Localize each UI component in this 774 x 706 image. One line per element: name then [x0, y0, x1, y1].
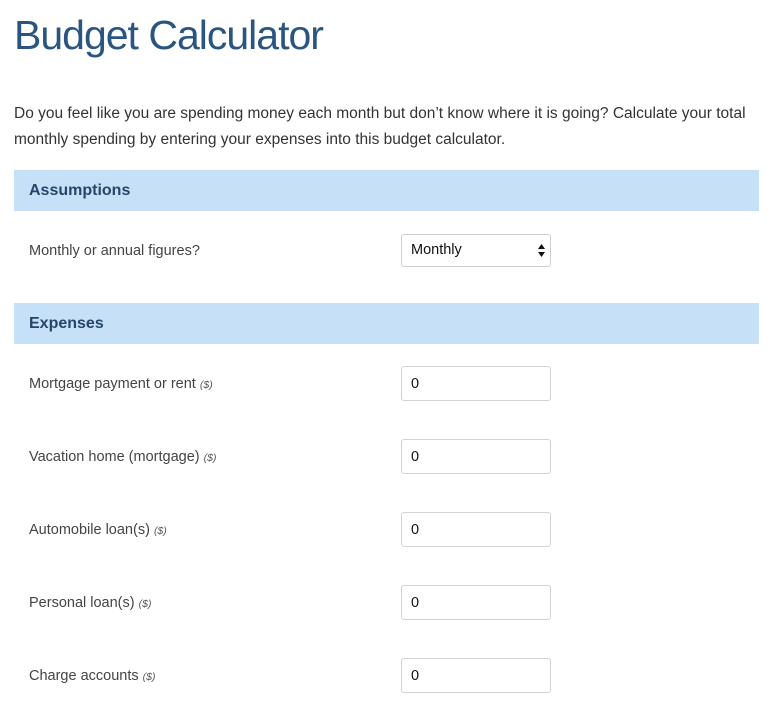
- section-header-expenses: [14, 303, 759, 344]
- expense-row-label: [29, 447, 216, 468]
- unit-label: ($): [142, 671, 156, 683]
- figures-label: [29, 241, 200, 261]
- expense-row-label: [29, 520, 167, 541]
- expense-label-text: Mortgage payment or rent: [29, 376, 196, 392]
- expense-label-text: Charge accounts: [29, 668, 139, 684]
- unit-label: ($): [203, 452, 217, 464]
- figures-select[interactable]: [401, 234, 551, 267]
- unit-label: ($): [138, 598, 152, 610]
- updown-arrows-icon: [537, 241, 546, 260]
- expense-row-label: [29, 666, 156, 687]
- unit-label: ($): [153, 525, 167, 537]
- section-title-assumptions: Assumptions: [29, 182, 131, 199]
- automobile-loan-input[interactable]: [401, 512, 551, 547]
- vacation-home-input[interactable]: [401, 439, 551, 474]
- expense-label-text: Vacation home (mortgage): [29, 449, 200, 465]
- section-header-assumptions: [14, 170, 759, 211]
- figures-label-text: Monthly or annual figures?: [29, 243, 200, 259]
- figures-select-value: Monthly: [411, 242, 462, 258]
- expense-label-text: Automobile loan(s): [29, 522, 150, 538]
- mortgage-rent-input[interactable]: [401, 366, 551, 401]
- page-title: Budget Calculator: [14, 12, 323, 58]
- intro-text: Do you feel like you are spending money each month but don’t know where it is going? Calculate your total monthly spending by entering your expenses into this budget calculator.: [14, 105, 746, 148]
- section-title-expenses: Expenses: [29, 315, 104, 332]
- charge-accounts-input[interactable]: [401, 658, 551, 693]
- expense-row-label: [29, 593, 151, 614]
- expense-label-text: Personal loan(s): [29, 595, 135, 611]
- unit-label: ($): [199, 379, 213, 391]
- expense-row-label: [29, 374, 213, 395]
- personal-loan-input[interactable]: [401, 585, 551, 620]
